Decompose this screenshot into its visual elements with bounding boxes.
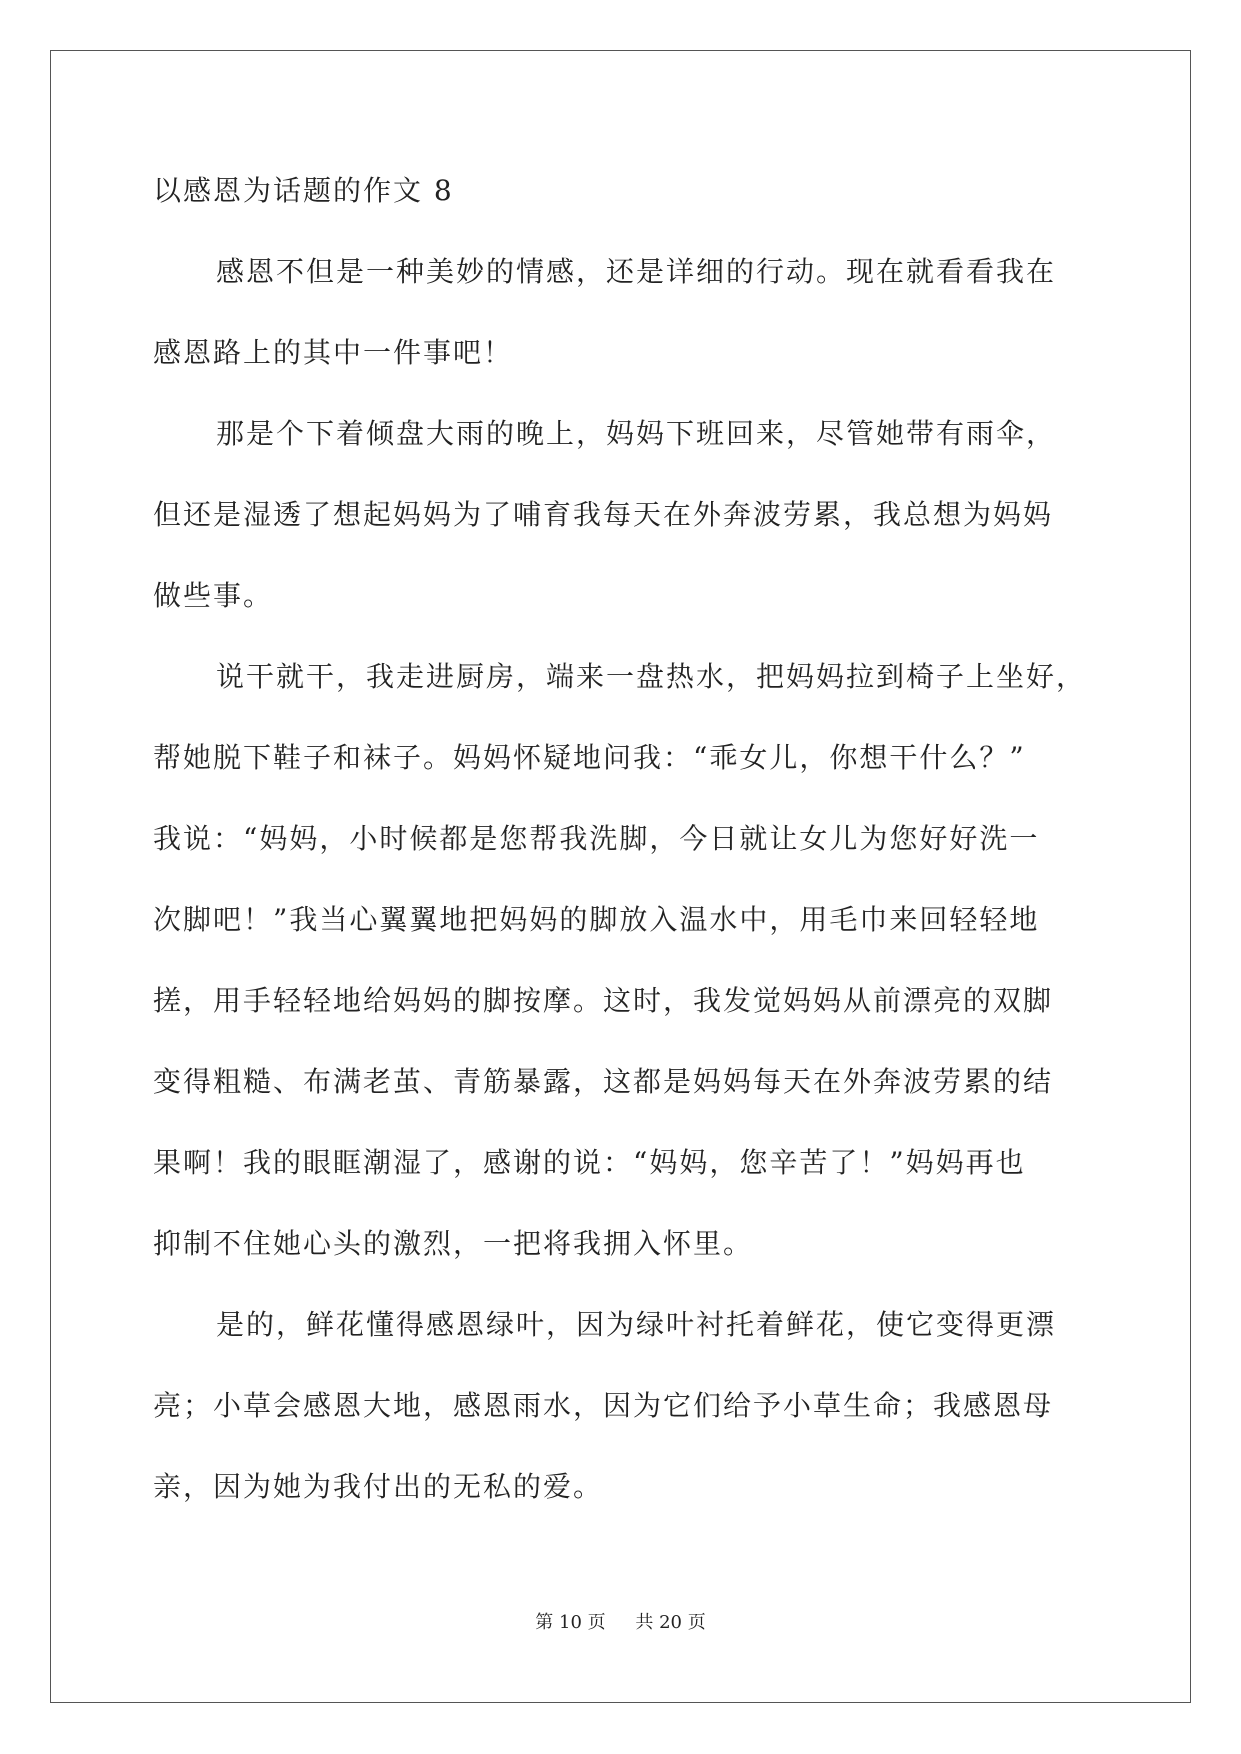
paragraph-line: 果啊！我的眼眶潮湿了，感谢的说：“妈妈，您辛苦了！”妈妈再也 — [153, 1146, 1026, 1179]
paragraph-line: 变得粗糙、布满老茧、青筋暴露，这都是妈妈每天在外奔波劳累的结 — [153, 1065, 1054, 1098]
paragraph-line: 但还是湿透了想起妈妈为了哺育我每天在外奔波劳累，我总想为妈妈 — [153, 498, 1054, 531]
page-footer — [0, 1608, 1241, 1634]
page-number: 第 10 页 — [535, 1612, 606, 1633]
paragraph-line: 说干就干，我走进厨房，端来一盘热水，把妈妈拉到椅子上坐好， — [216, 660, 1087, 693]
paragraph-line: 那是个下着倾盘大雨的晚上，妈妈下班回来，尽管她带有雨伞， — [216, 417, 1057, 450]
paragraph-line: 抑制不住她心头的激烈，一把将我拥入怀里。 — [153, 1227, 754, 1260]
document-body — [153, 150, 1098, 1527]
paragraph-line: 亲，因为她为我付出的无私的爱。 — [153, 1470, 604, 1503]
paragraph-line: 次脚吧！”我当心翼翼地把妈妈的脚放入温水中，用毛巾来回轻轻地 — [153, 903, 1040, 936]
page-total: 共 20 页 — [635, 1612, 706, 1633]
paragraph-line: 搓，用手轻轻地给妈妈的脚按摩。这时，我发觉妈妈从前漂亮的双脚 — [153, 984, 1054, 1017]
paragraph-line: 感恩不但是一种美妙的情感，还是详细的行动。现在就看看我在 — [216, 255, 1057, 288]
paragraph-line: 我说：“妈妈，小时候都是您帮我洗脚，今日就让女儿为您好好洗一 — [153, 822, 1040, 855]
document-title: 以感恩为话题的作文 8 — [153, 174, 454, 207]
paragraph-line: 做些事。 — [153, 579, 274, 612]
paragraph-line: 是的，鲜花懂得感恩绿叶，因为绿叶衬托着鲜花，使它变得更漂 — [216, 1308, 1057, 1341]
paragraph-line: 感恩路上的其中一件事吧！ — [153, 336, 514, 369]
paragraph-line: 帮她脱下鞋子和袜子。妈妈怀疑地问我：“乖女儿，你想干什么？” — [153, 741, 1026, 774]
paragraph-line: 亮；小草会感恩大地，感恩雨水，因为它们给予小草生命；我感恩母 — [153, 1389, 1054, 1422]
